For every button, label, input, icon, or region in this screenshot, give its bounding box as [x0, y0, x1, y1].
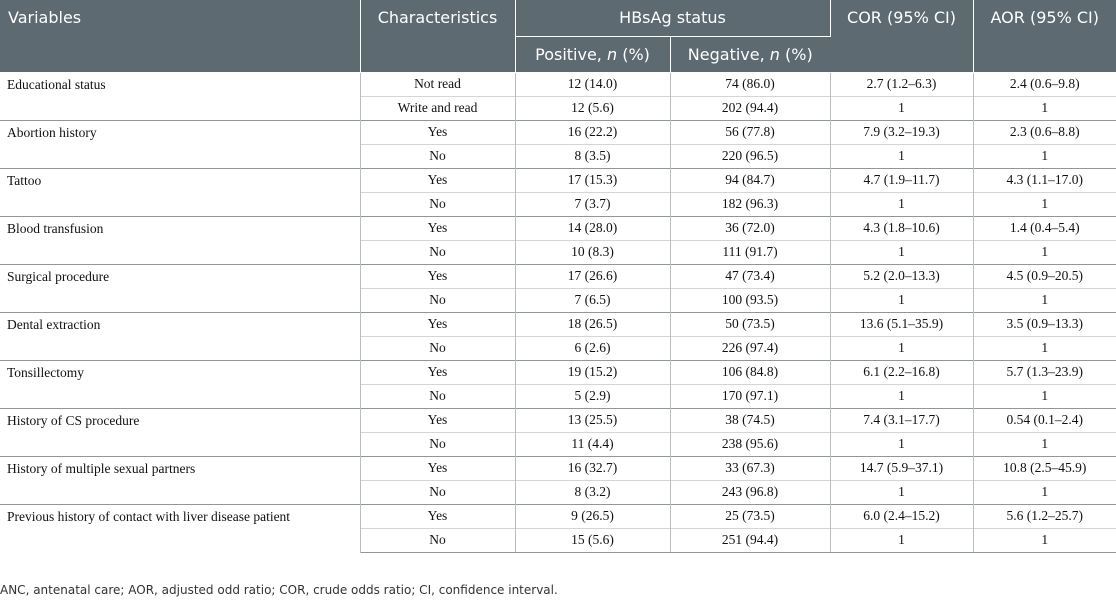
- positive-cell: 16 (32.7): [515, 456, 670, 480]
- aor-cell: 4.5 (0.9–20.5): [973, 264, 1116, 288]
- table-row: [0, 360, 1116, 384]
- characteristic-cell: Yes: [360, 456, 515, 480]
- characteristic-cell: Yes: [360, 168, 515, 192]
- negative-cell: 226 (97.4): [670, 336, 830, 360]
- negative-cell: 170 (97.1): [670, 384, 830, 408]
- table-row: [0, 216, 1116, 240]
- variable-cell: Abortion history: [0, 120, 360, 168]
- cor-cell: 1: [830, 96, 973, 120]
- header-negative-n: n: [769, 44, 780, 64]
- characteristic-cell: Write and read: [360, 96, 515, 120]
- variable-cell: Educational status: [0, 72, 360, 120]
- positive-cell: 15 (5.6): [515, 528, 670, 552]
- header-cor: COR (95% CI): [830, 0, 973, 72]
- cor-cell: 1: [830, 144, 973, 168]
- negative-cell: 74 (86.0): [670, 72, 830, 96]
- aor-cell: 1: [973, 240, 1116, 264]
- cor-cell: 13.6 (5.1–35.9): [830, 312, 973, 336]
- negative-cell: 251 (94.4): [670, 528, 830, 552]
- positive-cell: 10 (8.3): [515, 240, 670, 264]
- aor-cell: 1: [973, 480, 1116, 504]
- characteristic-cell: Yes: [360, 408, 515, 432]
- positive-cell: 7 (6.5): [515, 288, 670, 312]
- negative-cell: 111 (91.7): [670, 240, 830, 264]
- positive-cell: 17 (15.3): [515, 168, 670, 192]
- cor-cell: 6.1 (2.2–16.8): [830, 360, 973, 384]
- positive-cell: 11 (4.4): [515, 432, 670, 456]
- variable-cell: Blood transfusion: [0, 216, 360, 264]
- header-positive-n: n: [606, 44, 618, 64]
- negative-cell: 238 (95.6): [670, 432, 830, 456]
- cor-cell: 5.2 (2.0–13.3): [830, 264, 973, 288]
- positive-cell: 8 (3.2): [515, 480, 670, 504]
- negative-cell: 50 (73.5): [670, 312, 830, 336]
- variable-cell: Surgical procedure: [0, 264, 360, 312]
- aor-cell: 1: [973, 288, 1116, 312]
- aor-cell: 1: [973, 144, 1116, 168]
- aor-cell: 1: [973, 192, 1116, 216]
- characteristic-cell: No: [360, 432, 515, 456]
- negative-cell: 33 (67.3): [670, 456, 830, 480]
- header-negative-label: Negative,: [687, 44, 770, 64]
- characteristic-cell: No: [360, 240, 515, 264]
- negative-cell: 47 (73.4): [670, 264, 830, 288]
- aor-cell: 1: [973, 384, 1116, 408]
- positive-cell: 14 (28.0): [515, 216, 670, 240]
- negative-cell: 25 (73.5): [670, 504, 830, 528]
- aor-cell: 5.7 (1.3–23.9): [973, 360, 1116, 384]
- cor-cell: 7.4 (3.1–17.7): [830, 408, 973, 432]
- header-variables: Variables: [0, 0, 360, 72]
- negative-cell: 36 (72.0): [670, 216, 830, 240]
- negative-cell: 38 (74.5): [670, 408, 830, 432]
- header-negative-pct: (%): [779, 44, 813, 64]
- characteristic-cell: No: [360, 528, 515, 552]
- positive-cell: 9 (26.5): [515, 504, 670, 528]
- cor-cell: 6.0 (2.4–15.2): [830, 504, 973, 528]
- characteristic-cell: No: [360, 192, 515, 216]
- aor-cell: 2.4 (0.6–9.8): [973, 72, 1116, 96]
- characteristic-cell: Yes: [360, 504, 515, 528]
- positive-cell: 13 (25.5): [515, 408, 670, 432]
- table-row: [0, 456, 1116, 480]
- cor-cell: 4.7 (1.9–11.7): [830, 168, 973, 192]
- header-positive-label: Positive,: [535, 44, 607, 64]
- table-row: [0, 312, 1116, 336]
- cor-cell: 2.7 (1.2–6.3): [830, 72, 973, 96]
- cor-cell: 7.9 (3.2–19.3): [830, 120, 973, 144]
- aor-cell: 2.3 (0.6–8.8): [973, 120, 1116, 144]
- table-row: [0, 408, 1116, 432]
- positive-cell: 8 (3.5): [515, 144, 670, 168]
- table-header: [0, 0, 1116, 72]
- characteristic-cell: No: [360, 480, 515, 504]
- aor-cell: 1: [973, 528, 1116, 552]
- variable-cell: Previous history of contact with liver disease patient: [0, 504, 360, 552]
- positive-cell: 18 (26.5): [515, 312, 670, 336]
- variable-cell: History of multiple sexual partners: [0, 456, 360, 504]
- cor-cell: 1: [830, 384, 973, 408]
- cor-cell: 1: [830, 528, 973, 552]
- characteristic-cell: Yes: [360, 312, 515, 336]
- negative-cell: 100 (93.5): [670, 288, 830, 312]
- header-positive: [515, 36, 670, 72]
- characteristic-cell: Yes: [360, 120, 515, 144]
- characteristic-cell: Yes: [360, 264, 515, 288]
- aor-cell: 3.5 (0.9–13.3): [973, 312, 1116, 336]
- characteristic-cell: Yes: [360, 216, 515, 240]
- cor-cell: 1: [830, 336, 973, 360]
- positive-cell: 12 (14.0): [515, 72, 670, 96]
- aor-cell: 10.8 (2.5–45.9): [973, 456, 1116, 480]
- cor-cell: 14.7 (5.9–37.1): [830, 456, 973, 480]
- positive-cell: 12 (5.6): [515, 96, 670, 120]
- table-body: [0, 72, 1116, 552]
- cor-cell: 1: [830, 192, 973, 216]
- aor-cell: 5.6 (1.2–25.7): [973, 504, 1116, 528]
- positive-cell: 16 (22.2): [515, 120, 670, 144]
- cor-cell: 4.3 (1.8–10.6): [830, 216, 973, 240]
- aor-cell: 1: [973, 336, 1116, 360]
- positive-cell: 7 (3.7): [515, 192, 670, 216]
- aor-cell: 1: [973, 432, 1116, 456]
- positive-cell: 6 (2.6): [515, 336, 670, 360]
- variable-cell: Tattoo: [0, 168, 360, 216]
- negative-cell: 94 (84.7): [670, 168, 830, 192]
- header-positive-pct: (%): [617, 44, 650, 64]
- variable-cell: Tonsillectomy: [0, 360, 360, 408]
- aor-cell: 1: [973, 96, 1116, 120]
- variable-cell: History of CS procedure: [0, 408, 360, 456]
- aor-cell: 0.54 (0.1–2.4): [973, 408, 1116, 432]
- characteristic-cell: Not read: [360, 72, 515, 96]
- cor-cell: 1: [830, 480, 973, 504]
- characteristic-cell: No: [360, 336, 515, 360]
- characteristic-cell: No: [360, 144, 515, 168]
- cor-cell: 1: [830, 288, 973, 312]
- negative-cell: 106 (84.8): [670, 360, 830, 384]
- negative-cell: 243 (96.8): [670, 480, 830, 504]
- table-row: [0, 168, 1116, 192]
- table-footnote: ANC, antenatal care; AOR, adjusted odd ratio; COR, crude odds ratio; CI, confidence interval.: [0, 583, 558, 597]
- cor-cell: 1: [830, 240, 973, 264]
- header-negative: [670, 36, 830, 72]
- table-row: [0, 72, 1116, 96]
- negative-cell: 56 (77.8): [670, 120, 830, 144]
- cor-cell: 1: [830, 432, 973, 456]
- characteristic-cell: No: [360, 288, 515, 312]
- characteristic-cell: Yes: [360, 360, 515, 384]
- positive-cell: 5 (2.9): [515, 384, 670, 408]
- negative-cell: 202 (94.4): [670, 96, 830, 120]
- variable-cell: Dental extraction: [0, 312, 360, 360]
- header-aor: AOR (95% CI): [973, 0, 1116, 72]
- negative-cell: 182 (96.3): [670, 192, 830, 216]
- table-row: [0, 504, 1116, 528]
- positive-cell: 17 (26.6): [515, 264, 670, 288]
- table-row: [0, 264, 1116, 288]
- positive-cell: 19 (15.2): [515, 360, 670, 384]
- header-hbsag-status: HBsAg status: [515, 0, 830, 36]
- aor-cell: 1.4 (0.4–5.4): [973, 216, 1116, 240]
- header-characteristics: Characteristics: [360, 0, 515, 72]
- table-row: [0, 120, 1116, 144]
- characteristic-cell: No: [360, 384, 515, 408]
- aor-cell: 4.3 (1.1–17.0): [973, 168, 1116, 192]
- negative-cell: 220 (96.5): [670, 144, 830, 168]
